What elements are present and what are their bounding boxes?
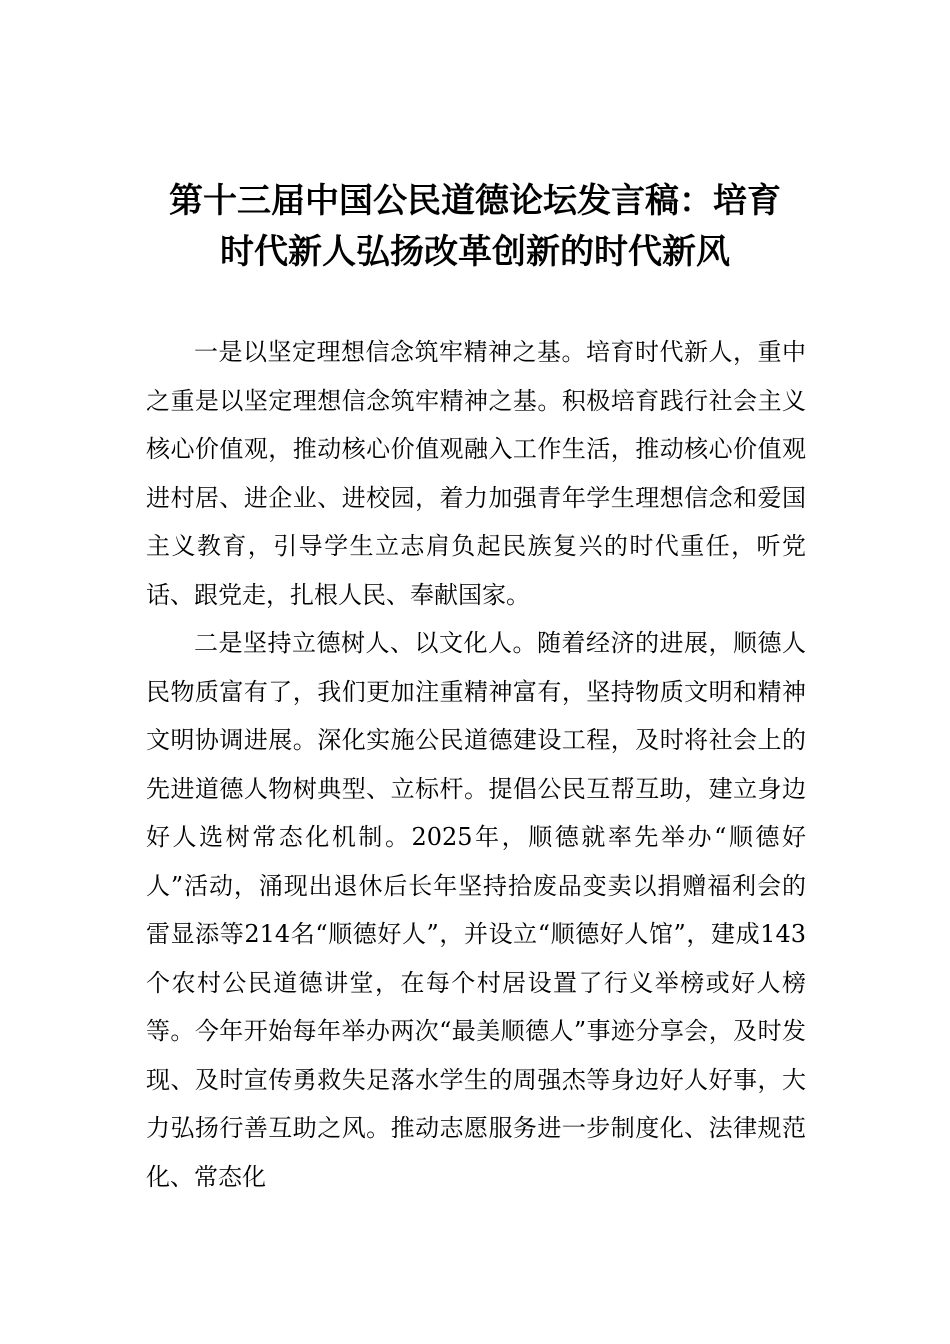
paragraph-2: 二是坚持立德树人、以文化人。随着经济的进展，顺德人民物质富有了，我们更加注重精神富有，坚持物质文明和精神文明协调进展。深化实施公民道德建设工程，及时将社会上的先进道德人物树典型、立标杆。提倡公民互帮互助，建立身边好人选树常态化机制。2025年，顺德就率先举办“顺德好人”活动，涌现出退休后长年坚持拾废品变卖以捐赠福利会的雷显添等214名“顺德好人”，并设立“顺德好人馆”，建成143个农村公民道德讲堂，在每个村居设置了行义举榜或好人榜等。今年开始每年举办两次“最美顺德人”事迹分享会，及时发现、及时宣传勇救失足落水学生的周强杰等身边好人好事，大力弘扬行善互助之风。推动志愿服务进一步制度化、法律规范化、常态化 <box>146 629 806 1191</box>
title-line-1: 第十三届中国公民道德论坛发言稿：培育 <box>169 181 781 221</box>
document-body <box>146 328 806 1201</box>
title-line-2: 时代新人弘扬改革创新的时代新风 <box>220 232 730 272</box>
document-title <box>140 176 810 278</box>
paragraph-1: 一是以坚定理想信念筑牢精神之基。培育时代新人，重中之重是以坚定理想信念筑牢精神之基。积极培育践行社会主义核心价值观，推动核心价值观融入工作生活，推动核心价值观进村居、进企业、进校园，着力加强青年学生理想信念和爱国主义教育，引导学生立志肩负起民族复兴的时代重任，听党话、跟党走，扎根人民、奉献国家。 <box>146 338 806 609</box>
